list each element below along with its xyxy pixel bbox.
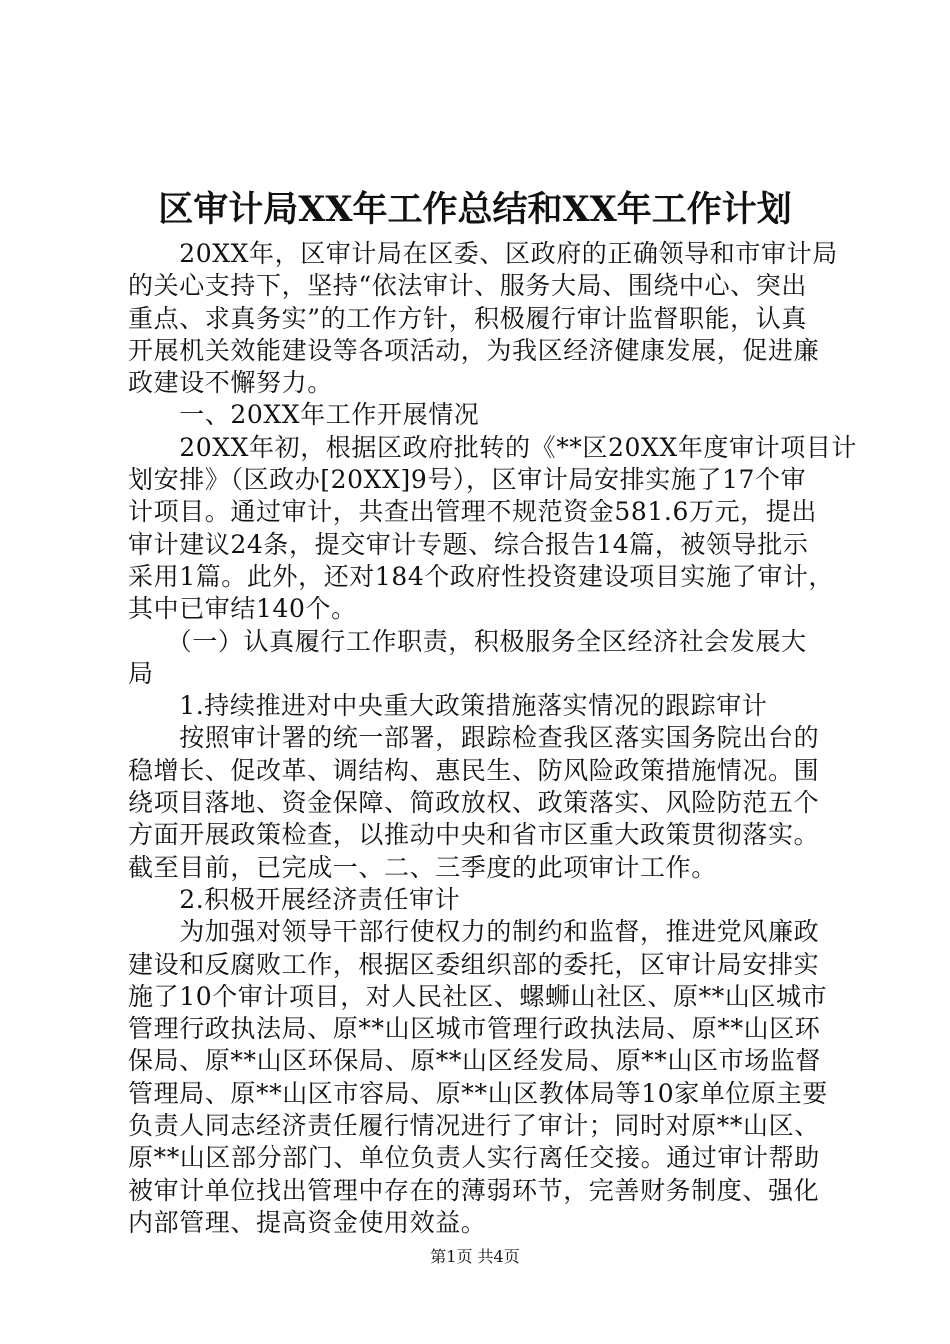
body-line: 计项目。通过审计，共查出管理不规范资金581.6万元，提出 (128, 497, 817, 527)
subsection-heading: 局 (128, 658, 154, 688)
body-line: 施了10个审计项目，对人民社区、螺蛳山社区、原**山区城市 (128, 981, 828, 1011)
body-line: 稳增长、促改革、调结构、惠民生、防风险政策措施情况。围 (128, 755, 820, 785)
body-line: 保局、原**山区环保局、原**山区经发局、原**山区市场监督 (128, 1046, 822, 1076)
body-line: 被审计单位找出管理中存在的薄弱环节，完善财务制度、强化 (128, 1175, 820, 1205)
body-line: 重点、求真务实”的工作方针，积极履行审计监督职能，认真 (128, 303, 807, 333)
section-heading: 一、20XX年工作开展情况 (128, 400, 480, 430)
body-line: 管理局、原**山区市容局、原**山区教体局等10家单位原主要 (128, 1078, 828, 1108)
page-number: 第1页 共4页 (430, 1247, 520, 1266)
body-line: 原**山区部分部门、单位负责人实行离任交接。通过审计帮助 (128, 1143, 820, 1173)
body-line: 建设和反腐败工作，根据区委组织部的委托，区审计局安排实 (128, 949, 820, 979)
body-line: 绕项目落地、资金保障、简政放权、政策落实、风险防范五个 (128, 788, 820, 818)
body-line: 的关心支持下，坚持“依法审计、服务大局、围绕中心、突出 (128, 271, 807, 301)
body-line: 20XX年，区审计局在区委、区政府的正确领导和市审计局 (128, 239, 838, 268)
body-line: 审计建议24条，提交审计专题、综合报告14篇，被领导批示 (128, 529, 809, 559)
body-line: 按照审计署的统一部署，跟踪检查我区落实国务院出台的 (128, 723, 820, 753)
body-line: 20XX年初，根据区政府批转的《**区20XX年度审计项目计 (128, 432, 858, 462)
body-line: 内部管理、提高资金使用效益。 (128, 1207, 487, 1237)
body-line: 开展机关效能建设等各项活动，为我区经济健康发展，促进廉 (128, 335, 820, 365)
body-line: 为加强对领导干部行使权力的制约和监督，推进党风廉政 (128, 917, 820, 947)
body-line: 负责人同志经济责任履行情况进行了审计；同时对原**山区、 (128, 1111, 820, 1141)
body-line: 划安排》（区政办[20XX]9号），区审计局安排实施了17个审 (128, 465, 807, 495)
body-line: 政建设不懈努力。 (128, 368, 333, 398)
document-body (128, 238, 858, 1239)
body-line: 其中已审结140个。 (128, 594, 357, 624)
document-title: 区审计局XX年工作总结和XX年工作计划 (158, 189, 792, 230)
body-line: 方面开展政策检查，以推动中央和省市区重大政策贯彻落实。 (128, 820, 820, 850)
item-heading: 2.积极开展经济责任审计 (128, 884, 461, 914)
item-heading: 1.持续推进对中央重大政策措施落实情况的跟踪审计 (128, 691, 768, 721)
body-line: 截至目前，已完成一、二、三季度的此项审计工作。 (128, 852, 717, 882)
body-line: 采用1篇。此外，还对184个政府性投资建设项目实施了审计， (128, 561, 835, 591)
subsection-heading: （一）认真履行工作职责，积极服务全区经济社会发展大 (128, 626, 807, 656)
body-line: 管理行政执法局、原**山区城市管理行政执法局、原**山区环 (128, 1014, 821, 1044)
